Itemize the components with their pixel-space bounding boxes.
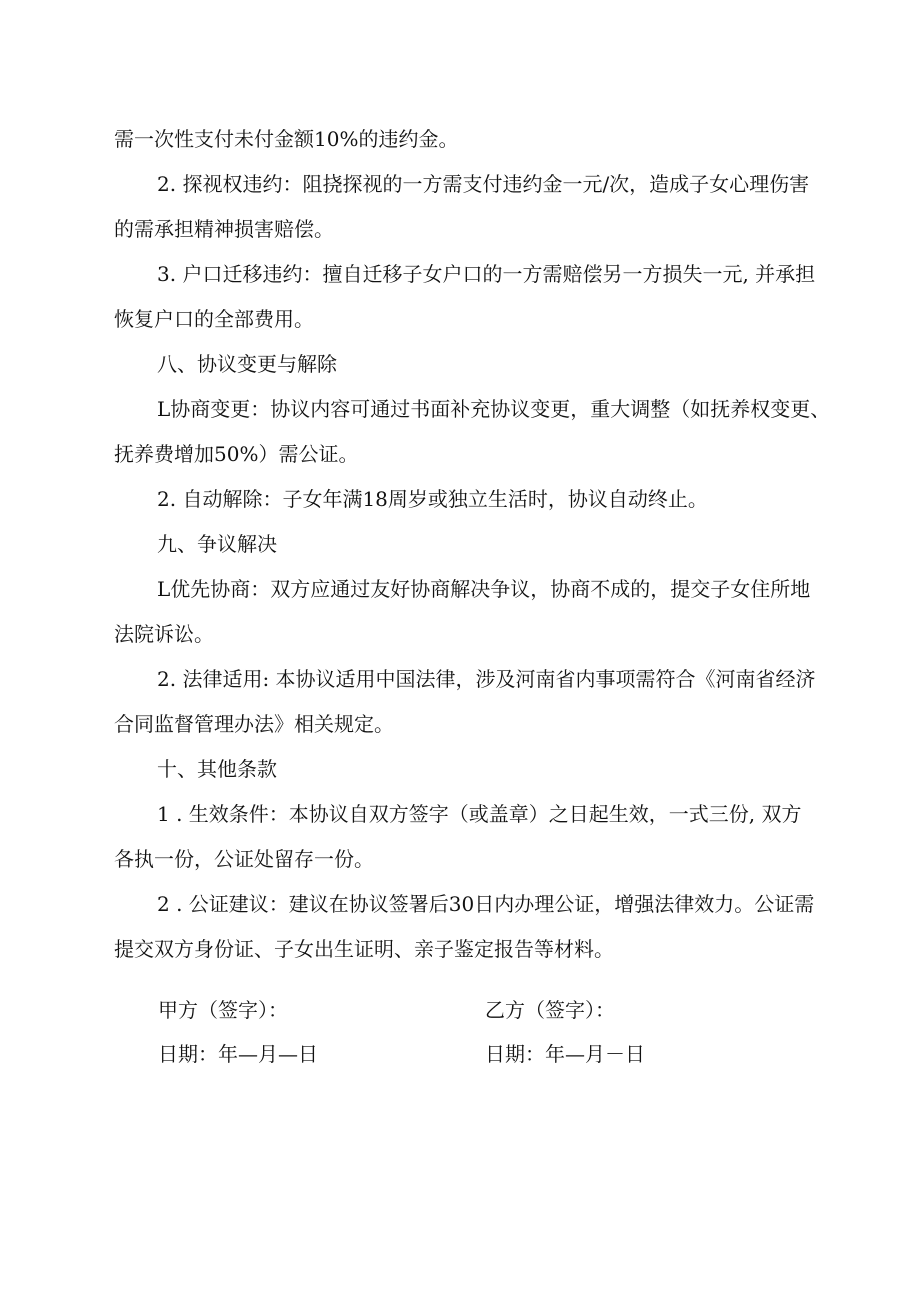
paragraph-line: L协商变更：协议内容可通过书面补充协议变更，重大调整（如抚养权变更、: [157, 397, 831, 421]
paragraph-line: 抚养费增加50%）需公证。: [114, 442, 359, 466]
party-a-date-label: 日期：年—月—日: [158, 1042, 318, 1066]
section-heading: 九、争议解决: [157, 532, 277, 556]
paragraph-line: 提交双方身份证、子女出生证明、亲子鉴定报告等材料。: [114, 937, 614, 961]
paragraph-line: 1 . 生效条件：本协议自双方签字（或盖章）之日起生效，一式三份, 双方: [157, 802, 802, 826]
section-heading: 十、其他条款: [157, 757, 277, 781]
paragraph-line: 2. 自动解除：子女年满18周岁或独立生活时，协议自动终止。: [157, 487, 708, 511]
paragraph-line: 各执一份，公证处留存一份。: [114, 847, 374, 871]
agreement-body: [114, 117, 831, 972]
paragraph-line: 恢复户口的全部费用。: [114, 307, 314, 331]
paragraph-line: 法院诉讼。: [114, 622, 214, 646]
party-a-signature-label: 甲方（签字）：: [158, 998, 288, 1022]
paragraph-line: 2. 探视权违约：阻挠探视的一方需支付违约金一元/次，造成子女心理伤害: [157, 172, 810, 196]
paragraph-line: 需一次性支付未付金额10%的违约金。: [114, 127, 459, 151]
paragraph-line: 2 . 公证建议：建议在协议签署后30日内办理公证，增强法律效力。公证需: [157, 892, 815, 916]
paragraph-line: L优先协商：双方应通过友好协商解决争议，协商不成的，提交子女住所地: [157, 577, 811, 601]
party-b-signature-label: 乙方（签字）：: [485, 998, 615, 1022]
paragraph-line: 2. 法律适用: 本协议适用中国法律，涉及河南省内事项需符合《河南省经济: [157, 667, 816, 691]
paragraph-line: 3. 户口迁移违约：擅自迁移子女户口的一方需赔偿另一方损失一元, 并承担: [157, 262, 816, 286]
party-b-date-label: 日期：年—月－日: [485, 1042, 645, 1066]
signature-row: [158, 988, 718, 1032]
date-row: [158, 1032, 718, 1076]
signature-block: [158, 988, 718, 1076]
paragraph-line: 合同监督管理办法》相关规定。: [114, 712, 394, 736]
paragraph-line: 的需承担精神损害赔偿。: [114, 217, 334, 241]
section-heading: 八、协议变更与解除: [157, 352, 337, 376]
